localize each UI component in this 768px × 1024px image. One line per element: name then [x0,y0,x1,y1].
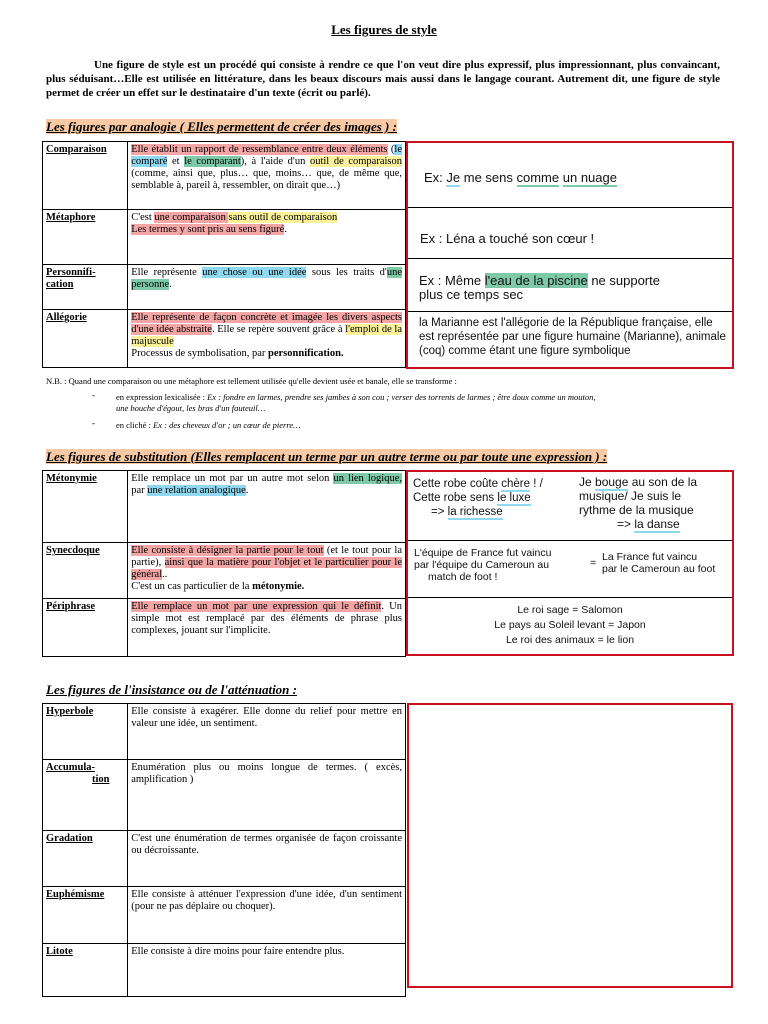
term-comparaison: Comparaison [43,142,128,210]
table-row [43,760,406,831]
table-row [43,210,406,265]
example-periphrase: Le roi sage = Salomon Le pays au Soleil levant = Japon Le roi des animaux = le lion [494,604,646,646]
term-metaphore: Métaphore [43,210,128,265]
definition: Elle consiste à dire moins pour faire entendre plus. [128,944,406,997]
table-row [43,599,406,657]
example-metaphore: Ex : Léna a touché son cœur ! [420,231,595,246]
table-row [43,543,406,599]
term-personnification: Personnifi- cation [43,265,128,310]
term-euphémisme: Euphémisme [43,887,128,944]
nb-lexicalisee-cont: une bouche d'égout, les bras d'un fauteuil… [116,403,266,413]
def-synecdoque: Elle consiste à désigner la partie pour le tout (et le tout pour la partie), ainsi que la matière pour l'objet et le particulier pour le général.. C'est un cas particulier de la métonymie. [128,543,406,599]
def-metaphore: C'est une comparaison sans outil de comparaison Les termes y sont pris au sens figuré. [128,210,406,265]
divider [408,540,732,541]
term-metonymie: Métonymie [43,471,128,543]
example-france: La France fut vaincu par le Cameroun au foot [602,551,716,575]
table-row [43,831,406,887]
table-row [43,142,406,210]
page-title: Les figures de style [331,22,437,37]
nb-note: N.B. : Quand une comparaison ou une métaphore est tellement utilisée qu'elle devient usée et banale, elle se transforme : [46,376,457,386]
example-personnification: Ex : Même l'eau de la piscine ne supporte plus ce temps sec [419,273,660,302]
def-comparaison: Elle établit un rapport de ressemblance entre deux éléments (le comparé et le comparant), à l'aide d'un outil de comparaison (comme, ainsi que, plus… que, moins… que, de même que, semblable à, pareil à, ressembler, on dirait que…) [128,142,406,210]
insistance-table [42,703,406,997]
example-robe: Cette robe coûte chère ! / Cette robe sens le luxe => la richesse [413,478,543,518]
example-allegorie: la Marianne est l'allégorie de la République française, elle est représentée par une figure humaine (Marianne), animale (coq) comme étant une figure symbolique [419,317,726,357]
def-periphrase: Elle remplace un mot par une expression qui le définit. Un simple mot est remplacé par des éléments de phrase plus complexes, jouant sur l'implicite. [128,599,406,657]
table-row [43,887,406,944]
divider [408,207,732,208]
term-accumula: Accumula- tion [43,760,128,831]
definition: C'est une énumération de termes organisée de façon croissante ou décroissante. [128,831,406,887]
term-synecdoque: Synecdoque [43,543,128,599]
term-allegorie: Allégorie [43,310,128,368]
equals-sign: = [590,557,597,569]
definition: Elle consiste à atténuer l'expression d'une idée, d'un sentiment (pour ne pas déplaire ou choquer). [128,887,406,944]
analogie-table [42,141,406,368]
term-periphrase: Périphrase [43,599,128,657]
definition: Enumération plus ou moins longue de termes. ( excès, amplification ) [128,760,406,831]
table-row [43,471,406,543]
divider [408,597,732,598]
example-equipe: L'équipe de France fut vaincu par l'équipe du Cameroun au match de foot ! [414,547,552,583]
example-comparaison: Ex: Je me sens comme un nuage [424,170,617,185]
table-row [43,944,406,997]
nb-lexicalisee: en expression lexicalisée : Ex : fondre en larmes, prendre ses jambes à son cou ; verser des torrents de larmes ; être doux comme un mouton, [116,392,596,402]
term-hyperbole: Hyperbole [43,704,128,760]
divider [408,311,732,312]
def-personnification: Elle représente une chose ou une idée sous les traits d'une personne. [128,265,406,310]
intro-paragraph: Une figure de style est un procédé qui consiste à rendre ce que l'on veut dire plus expressif, plus impressionnant, plus convaincant, plus séduisant…Elle est utilisée en littérature, dans les beaux discours mais aussi dans le langage courant. Autrement dit, une figure de style permet de créer un effet sur le destinataire d'un texte (écrit ou parlé). [46,59,720,99]
example-bouge: Je bouge au son de la musique/ Je suis le rythme de la musique => la danse [579,475,698,531]
def-allegorie: Elle représente de façon concrète et imagée les divers aspects d'une idée abstraite. Elle se repère souvent grâce à l'emploi de la majuscule Processus de symbolisation, par personnification. [128,310,406,368]
section-analogie-heading: Les figures par analogie ( Elles permettent de créer des images ) : [46,119,397,134]
table-row [43,704,406,760]
bullet: - [92,418,95,428]
nb-cliche: en cliché : Ex : des cheveux d'or ; un cœur de pierre… [116,420,301,430]
table-row [43,310,406,368]
substitution-table [42,470,406,657]
bullet: - [92,390,95,400]
term-litote: Litote [43,944,128,997]
term-gradation: Gradation [43,831,128,887]
divider [408,258,732,259]
section-insistance-heading: Les figures de l'insistance ou de l'atténuation : [46,682,297,697]
def-metonymie: Elle remplace un mot par un autre mot selon un lien logique, par une relation analogique. [128,471,406,543]
table-row [43,265,406,310]
definition: Elle consiste à exagérer. Elle donne du relief pour mettre en valeur une idée, un sentiment. [128,704,406,760]
insistance-examples-box [407,703,733,988]
section-substitution-heading: Les figures de substitution (Elles remplacent un terme par un autre terme ou par toute une expression ) : [46,449,608,464]
